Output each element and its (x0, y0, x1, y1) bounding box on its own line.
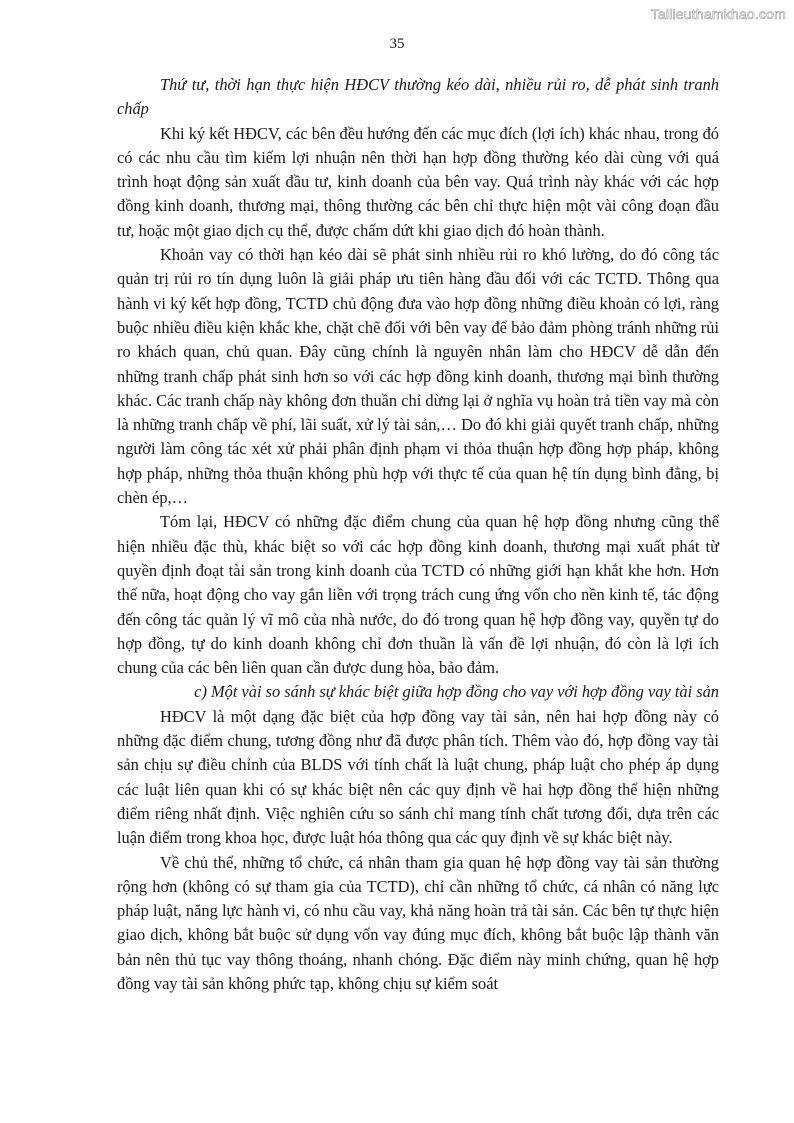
paragraph: Khi ký kết HĐCV, các bên đều hướng đến các mục đích (lợi ích) khác nhau, trong đó có các nhu cầu tìm kiếm lợi nhuận nên thời hạn hợp đồng thường kéo dài cùng với quá trình hoạt động sản xuất đầu tư, kinh doanh của bên vay. Quá trình này khác với các hợp đồng kinh doanh, thương mại, thông thường các bên chỉ thực hiện một vài công đoạn đầu tư, hoặc một giao dịch cụ thể, được chấm dứt khi giao dịch đó hoàn thành. (117, 123, 719, 240)
paragraph: HĐCV là một dạng đặc biệt của hợp đồng vay tài sản, nên hai hợp đồng này có những đặc điểm chung, tương đồng như đã được phân tích. Thêm vào đó, hợp đồng vay tài sản chịu sự điều chỉnh của BLDS với tính chất là luật chung, pháp luật cho phép áp dụng các luật liên quan khi có sự khác biệt nên các quy định về hai hợp đồng thể hiện những điểm riêng nhất định. Việc nghiên cứu so sánh chỉ mang tính chất tương đối, dựa trên các luận điểm trong khoa học, được luật hóa thông qua các quy định về sự khác biệt này. (117, 706, 719, 848)
section-heading-4: Thứ tư, thời hạn thực hiện HĐCV thường kéo dài, nhiều rủi ro, dễ phát sinh tranh chấp (117, 75, 719, 119)
watermark: Tailieuthamkhao.com (650, 6, 786, 22)
paragraph: Khoản vay có thời hạn kéo dài sẽ phát sinh nhiều rủi ro khó lường, do đó công tác quản trị rủi ro tín dụng luôn là giải pháp ưu tiên hàng đầu đối với các TCTD. Thông qua hành vi ký kết hợp đồng, TCTD chủ động đưa vào hợp đồng những điều khoản có lợi, ràng buộc nhiều điều kiện khắc khe, chặt chẽ đối với bên vay để bảo đảm phòng tránh những rủi ro khách quan, chủ quan. Đây cũng chính là nguyên nhân làm cho HĐCV dễ dẫn đến những tranh chấp phát sinh hơn so với các hợp đồng kinh doanh, thương mại bình thường khác. Các tranh chấp này không đơn thuần chỉ dừng lại ở nghĩa vụ hoàn trả tiền vay mà còn là những tranh chấp về phí, lãi suất, xử lý tài sản,… Do đó khi giải quyết tranh chấp, những người làm công tác xét xử phải phân định phạm vi thỏa thuận hợp đồng hợp pháp, không hợp pháp, những thỏa thuận không phù hợp với thực tế của quan hệ tín dụng bình đẳng, bị chèn ép,… (117, 245, 719, 508)
paragraph: Tóm lại, HĐCV có những đặc điểm chung của quan hệ hợp đồng nhưng cũng thể hiện nhiều đặc thù, khác biệt so với các hợp đồng kinh doanh, thương mại xuất phát từ quyền định đoạt tài sản trong kinh doanh của TCTD có những giới hạn khắt khe hơn. Hơn thế nữa, hoạt động cho vay gắn liền với trọng trách cung ứng vốn cho nền kinh tế, tác động đến công tác quản lý vĩ mô của nhà nước, do đó trong quan hệ hợp đồng vay, quyền tự do hợp đồng, tự do kinh doanh không chỉ đơn thuần là vấn đề lợi nhuận, đó còn là lợi ích chung của các bên liên quan cần được dung hòa, bảo đảm. (117, 512, 719, 678)
paragraph: Về chủ thể, những tổ chức, cá nhân tham gia quan hệ hợp đồng vay tài sản thường rộng hơn (không có sự tham gia của TCTD), chỉ cần những tổ chức, cá nhân có năng lực pháp luật, năng lực hành vi, có nhu cầu vay, khả năng hoàn trả tài sản. Các bên tự thực hiện giao dịch, không bắt buộc sử dụng vốn vay đúng mục đích, không bắt buộc lập thành văn bản nên thủ tục vay thông thoáng, nhanh chóng. Đặc điểm này minh chứng, quan hệ hợp đồng vay tài sản không phức tạp, không chịu sự kiểm soát (117, 852, 719, 993)
page-number: 35 (389, 36, 405, 52)
section-heading-c: c) Một vài so sánh sự khác biệt giữa hợp đồng cho vay với hợp đồng vay tài sản (194, 682, 719, 702)
document-body (117, 73, 719, 996)
